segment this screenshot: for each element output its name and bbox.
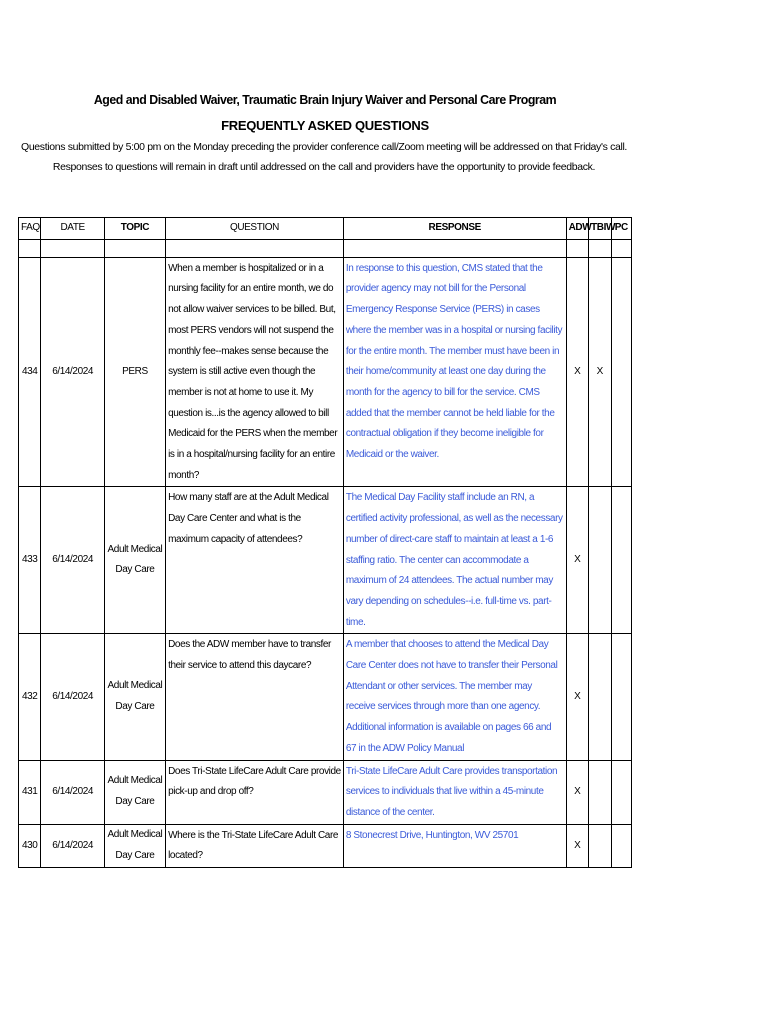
- table-row: [19, 257, 632, 487]
- col-header-response: RESPONSE: [343, 218, 566, 240]
- faq-date: 6/14/2024: [41, 487, 104, 634]
- tbiw-mark: [589, 487, 611, 634]
- faq-number: 432: [19, 634, 41, 760]
- pc-mark: [611, 257, 631, 487]
- faq-table: [18, 217, 632, 868]
- spacer-row: [19, 239, 632, 257]
- document-subtitle: FREQUENTLY ASKED QUESTIONS: [221, 118, 429, 133]
- faq-response: A member that chooses to attend the Medical Day Care Center does not have to transfer their Personal Attendant or other services. The member may receive services through more than one agency. Additional information is available on pages 66 and 67 in the ADW Policy Manual: [343, 634, 566, 760]
- table-row: [19, 487, 632, 634]
- col-header-pc: PC: [611, 218, 631, 240]
- faq-date: 6/14/2024: [41, 634, 104, 760]
- faq-topic: Adult Medical Day Care: [104, 634, 165, 760]
- table-row: [19, 824, 632, 867]
- faq-number: 430: [19, 824, 41, 867]
- table-row: [19, 760, 632, 824]
- pc-mark: [611, 487, 631, 634]
- table-row: [19, 634, 632, 760]
- faq-date: 6/14/2024: [41, 760, 104, 824]
- faq-question: How many staff are at the Adult Medical Day Care Center and what is the maximum capacity of attendees?: [166, 487, 344, 634]
- col-header-faq: FAQ: [19, 218, 41, 240]
- tbiw-mark: [589, 760, 611, 824]
- faq-question: When a member is hospitalized or in a nursing facility for an entire month, we do not allow waiver services to be billed. But, most PERS vendors will not suspend the monthly fee--makes sense because the system is still active even though the member is not at home to use it. My question is...is the agency allowed to bill Medicaid for the PERS when the member is in a hospital/nursing facility for an entire month?: [166, 257, 344, 487]
- faq-topic: Adult Medical Day Care: [104, 487, 165, 634]
- faq-topic: PERS: [104, 257, 165, 487]
- faq-question: Where is the Tri-State LifeCare Adult Care located?: [166, 824, 344, 867]
- faq-response: The Medical Day Facility staff include an RN, a certified activity professional, as well as the necessary number of direct-care staff to maintain at least a 1-6 staffing ratio. The center can accommodate a maximum of 24 attendees. The actual number may vary depending on schedules--i.e. full-time vs. part-time.: [343, 487, 566, 634]
- pc-mark: [611, 634, 631, 760]
- faq-topic: Adult Medical Day Care: [104, 760, 165, 824]
- faq-number: 433: [19, 487, 41, 634]
- col-header-date: DATE: [41, 218, 104, 240]
- tbiw-mark: [589, 824, 611, 867]
- col-header-question: QUESTION: [166, 218, 344, 240]
- faq-question: Does Tri-State LifeCare Adult Care provide pick-up and drop off?: [166, 760, 344, 824]
- faq-number: 434: [19, 257, 41, 487]
- adw-mark: X: [566, 257, 588, 487]
- pc-mark: [611, 824, 631, 867]
- col-header-adw: ADW: [566, 218, 588, 240]
- tbiw-mark: X: [589, 257, 611, 487]
- adw-mark: X: [566, 487, 588, 634]
- header-row: [19, 218, 632, 240]
- faq-number: 431: [19, 760, 41, 824]
- submission-note: Questions submitted by 5:00 pm on the Monday preceding the provider conference call/Zoom meeting will be addressed on that Friday's call. Responses to questions will remain in draft until addressed on the call and providers have the opportunity to provide feedback.: [21, 141, 627, 173]
- col-header-topic: TOPIC: [104, 218, 165, 240]
- faq-response: 8 Stonecrest Drive, Huntington, WV 25701: [343, 824, 566, 867]
- col-header-tbiw: TBIW: [589, 218, 611, 240]
- tbiw-mark: [589, 634, 611, 760]
- faq-question: Does the ADW member have to transfer their service to attend this daycare?: [166, 634, 344, 760]
- adw-mark: X: [566, 634, 588, 760]
- pc-mark: [611, 760, 631, 824]
- faq-topic: Adult Medical Day Care: [104, 824, 165, 867]
- document-title: Aged and Disabled Waiver, Traumatic Brain Injury Waiver and Personal Care Program: [93, 92, 557, 107]
- faq-response: In response to this question, CMS stated that the provider agency may not bill for the Personal Emergency Response Service (PERS) in cases where the member was in a hospital or nursing facility for the entire month. The member must have been in their home/community at least one day during the month for the agency to bill for the service. CMS added that the member cannot be held liable for the contractual obligation if they become ineligible for Medicaid or the waiver.: [343, 257, 566, 487]
- faq-date: 6/14/2024: [41, 257, 104, 487]
- faq-date: 6/14/2024: [41, 824, 104, 867]
- adw-mark: X: [566, 824, 588, 867]
- adw-mark: X: [566, 760, 588, 824]
- faq-response: Tri-State LifeCare Adult Care provides transportation services to individuals that live within a 45-minute distance of the center.: [343, 760, 566, 824]
